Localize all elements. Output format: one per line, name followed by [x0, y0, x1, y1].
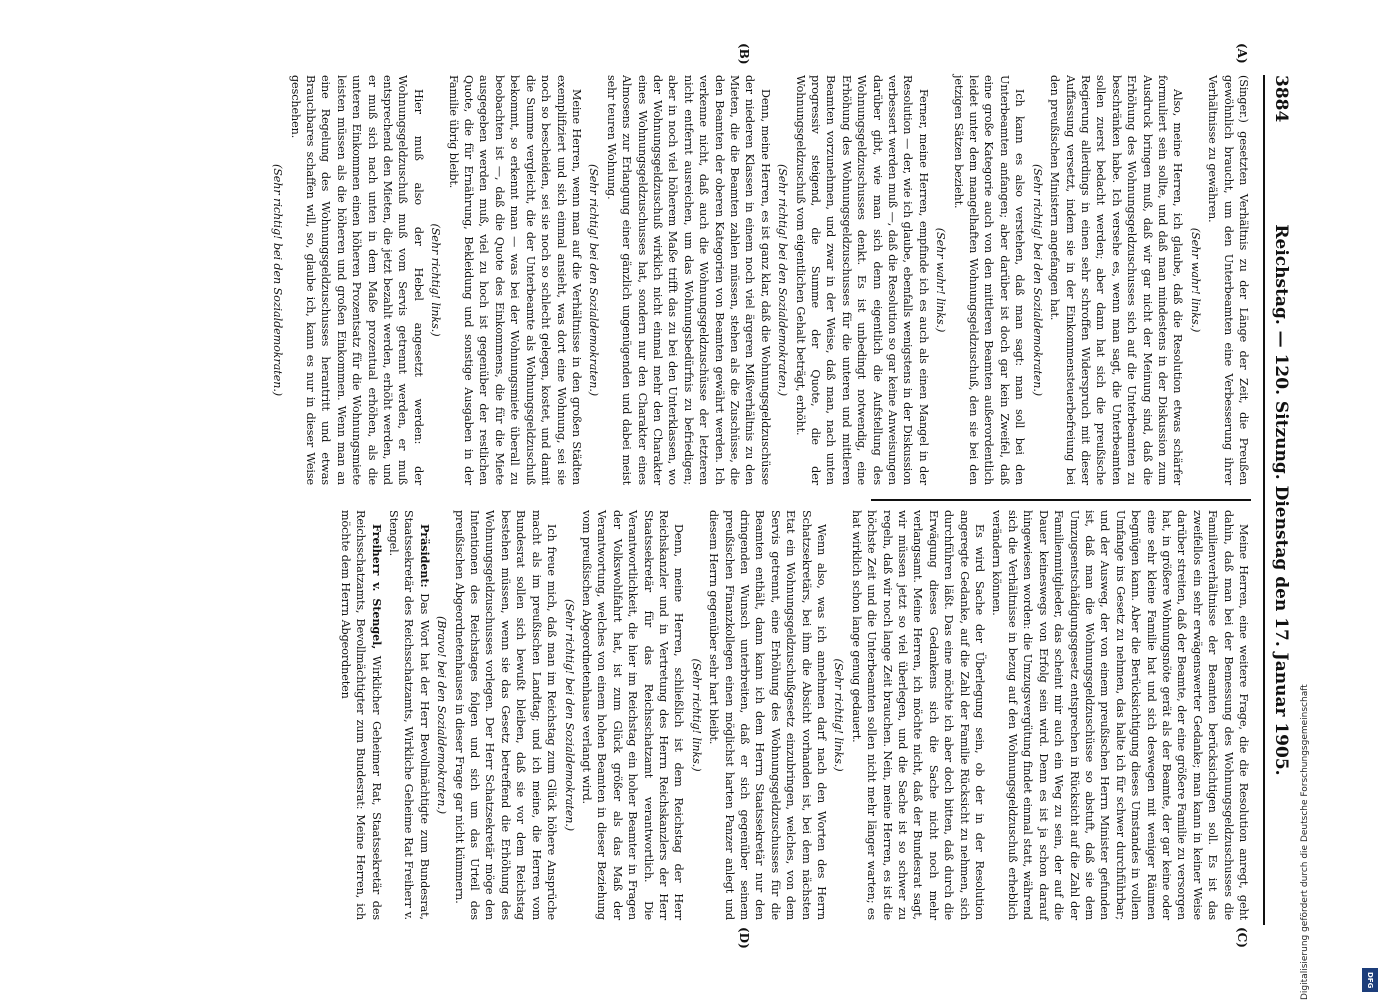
right-text-column	[335, 510, 1251, 920]
speaker-name: Präsident:	[417, 524, 432, 588]
interjection: (Sehr wahr! links.)	[934, 227, 948, 333]
body-paragraph: Wenn also, was ich annehmen darf nach den Worten des Herrn Schatzsekretärs, bei ihm die Absicht vorhanden ist, bei dem nächsten Etat ein Wohnungsgeldzuschußgesetz einzubringen, welches, von dem Servis getrennt, eine Erhöhung des Wohnungsgeldzuschusses für die Beamten enthält, dann kann ich dem Herrn Staatssekretär nur den dringenden Wunsch unterbreiten, daß er sich gegenüber seinem preußischen Finanzkollegen einen möglichst harten Panzer anlegt und diesem Herrn gegenüber sehr hart bleibt.	[707, 510, 829, 920]
speaker-paragraph	[386, 510, 432, 920]
page-header	[1263, 75, 1301, 925]
rotated-page-content	[71, 35, 1311, 965]
interjection: (Sehr richtig! links.)	[429, 223, 443, 337]
interjection: (Sehr richtig! bei den Sozialdemokraten.)	[271, 163, 285, 397]
body-paragraph: Meine Herren, eine weitere Frage, die die Resolution anregt, geht dahin, daß man bei der Bemessung des Wohnungsgeldzuschusses die Familienverhältnisse der Beamten berücksichtigen soll. Es ist das zweifellos ein sehr erwägenswerter Gedanke; man kann in keiner Weise darüber streiten, daß der Beamte, der eine größere Familie zu versorgen hat, in größere Wohnungsnöte gerät als der Beamte, der gar keine oder eine sehr kleine Familie hat und sich deswegen mit weniger Räumen begnügen kann. Aber die Berücksichtigung dieses Umstandes in vollem Umfange ins Gesetz zu nehmen, das halte ich für schwer durchführbar; und der Ausweg, der von einem preußischen Herrn Minister gefunden ist, daß man die Wohnungsgeldzuschüsse so abstuft, daß sie dem Umzugsentschädigungsgesetz entsprechen in Rücksicht auf die Zahl der Familienmitglieder, das scheint mir auch ein Weg zu sein, der auf die Dauer keineswegs von Erfolg sein wird. Denn es ist ja schon darauf hingewiesen worden: die Umzugsvergütung findet einmal statt, während sich die Verhältnisse in bezug auf den Wohnungsgeldzuschuß erheblich verändern können.	[990, 510, 1250, 920]
speaker-paragraph	[337, 510, 383, 920]
body-paragraph: Denn, meine Herren, es ist ganz klar, daß die Wohnungsgeldzuschüsse der niederen Klassen in einem noch viel ärgeren Mißverhältnis zu den Mieten, die die Beamten zahlen müssen, stehen als die Zuschüsse, die den Beamten der oberen Kategorien von Beamten gewährt werden. Ich verkenne nicht, daß auch die Wohnungsgeldzuschüsse der letzteren nicht entfernt ausreichen, um das Wohnungsbedürfnis zu befriedigen; aber in noch viel höherem Maße trifft das zu bei den Unterklassen, wo der Wohnungsgeldzuschuß wirklich nicht einmal mehr den Charakter eines Wohnungsgeldzuschusses hat, sondern nur den Charakter eines Almosens zur Erlangung einer gänzlich ungenügenden und dabei meist sehr teuren Wohnung.	[604, 75, 772, 485]
page-title: Reichstag. — 120. Sitzung. Dienstag den 17. Januar 1905.	[1271, 224, 1291, 776]
dfg-logo: DFG	[1362, 968, 1378, 992]
speaker-text: Das Wort hat der Herr Bevollmächtigte zum Bundesrat, Staatssekretär des Reichsschatzamts, Wirkliche Geheime Rat Freiherr v. Stengel.	[387, 510, 431, 920]
interjection: (Bravo! bei den Sozialdemokraten.)	[435, 615, 449, 815]
speaker-name: Freiherr v. Stengel,	[369, 524, 384, 650]
body-paragraph: Hier muß also der Hebel angesetzt werden: der Wohnungsgeldzuschuß muß vom Servis getrennt werden, er muß entsprechend den Mieten, die jetzt bezahlt werden, erhöht werden, und er muß sich nach unten in dem Maße prozentual erhöhen, als die unteren Einkommen einen höheren Prozentsatz für die Wohnungsmiete leisten müssen als die höheren und großen Einkommen. Wenn man an eine Regelung des Wohnungsgeldzuschusses herantritt und etwas Brauchbares schaffen will, so, glaube ich, kann es nur in dieser Weise geschehen.	[288, 75, 425, 485]
body-paragraph: Ich kann es also verstehen, daß man sagt: man soll bei den Unterbeamten anfangen; aber darüber ist doch gar kein Zweifel, daß eine große Kategorie auch von den mittleren Beamten außerordentlich leidet unter dem mangelhaften Wohnungsgeldzuschuß, den sie bei den jetzigen Sätzen bezieht.	[951, 75, 1027, 485]
interjection: (Sehr wahr! links.)	[1188, 227, 1202, 333]
interjection: (Sehr richtig! bei den Sozialdemokraten.)	[776, 163, 790, 397]
interjection: (Sehr richtig! bei den Sozialdemokraten.)	[562, 598, 576, 832]
left-text-column	[268, 75, 1251, 485]
funding-note: Digitalisierung gefördert durch die Deutsche Forschungsgemeinschaft	[1300, 684, 1310, 1000]
column-divider	[871, 499, 1251, 501]
body-paragraph: Es wird Sache der Überlegung sein, ob der in der Resolution angeregte Gedanke, auf die Zahl der Familie Rücksicht zu nehmen, sich durchführen läßt. Das eine möchte ich aber doch bitten, daß durch die Erwägung dieses Gedankens sich die Sache nicht noch mehr verlangsamt. Meine Herren, ich möchte nicht, daß der Bundesrat sagt, wir müssen jetzt so viel überlegen, und die Sache ist so schwer zu regeln, daß wir noch lange Zeit brauchen. Nein, meine Herren, es ist die höchste Zeit und die Unterbeamten sollen nicht mehr länger warten; es hat wirklich schon lange genug gedauert.	[849, 510, 987, 920]
interjection: (Sehr richtig! links.)	[689, 658, 703, 772]
body-paragraph: Denn, meine Herren, schließlich ist dem Reichstag der Herr Reichskanzler und in Vertretung des Herrn Reichskanzlers der Herr Staatssekretär für das Reichsschatzamt verantwortlich. Die Verantwortlichkeit, die hier im Reichstag ein hoher Beamter in Fragen der Volkswohlfahrt hat, ist zum Glück größer als das Maß der Verantwortung, welches von einem hohen Beamten in dieser Beziehung vom preußischen Abgeordnetenhause verlangt wird.	[579, 510, 686, 920]
body-paragraph: Also, meine Herren, ich glaube, daß die Resolution etwas schärfer formuliert sein sollte, und daß man mindestens in der Diskussion zum Ausdruck bringen muß, daß wir gar nicht der Meinung sind, daß die Erhöhung des Wohnungsgeldzuschusses sich auf die Unterbeamten zu beschränken habe. Ich versehe es, wenn man sagt, die Unterbeamten sollen zuerst bedacht werden; aber dann hat sich die preußische Regierung allerdings in einen sehr schroffen Widerspruch mit dieser Auffassung versetzt, indem sie in der Einkommensteuerbefreiung bei den preußischen Ministern angefangen hat.	[1048, 75, 1185, 485]
body-paragraph: (Singer.) gesetzten Verhältnis zu der Länge der Zeit, die Preußen gewöhnlich braucht, um den Unterbeamten eine Verbesserung ihrer Verhältnisse zu gewähren.	[1206, 75, 1250, 485]
interjection: (Sehr richtig! bei den Sozialdemokraten.)	[587, 163, 601, 397]
body-paragraph: Meine Herren, wenn man auf die Verhältnisse in den großen Städten exemplifiziert und sich einmal ansieht, was dort eine Wohnung, sei sie noch so bescheiden, sei sie noch so schlecht gelegen, kostet, und damit die Summe vergleicht, die der Unterbeamte als Wohnungsgeldzuschuß bekommt, so erkennt man — was bei der Wohnungsmiete überall zu beobachten ist —, daß die Quote des Einkommens, die für die Miete ausgegeben werden muß, viel zu hoch ist gegenüber der restlichen Quote, die für Ernährung, Bekleidung und sonstige Ausgaben in der Familie übrig bleibt.	[446, 75, 583, 485]
margin-marker-a: (A)	[1235, 43, 1249, 64]
margin-marker-b: (B)	[737, 43, 751, 65]
interjection: (Sehr richtig! links.)	[832, 658, 846, 772]
margin-marker-c: (C)	[1235, 927, 1249, 948]
speaker-text: Wirklicher Geheimer Rat, Staatssekretär des Reichsschatzamts, Bevollmächtigter zum Bundesrat: Meine Herren, ich möchte dem Herrn Abgeordneten	[338, 510, 383, 920]
page-number: 3884	[1271, 75, 1291, 123]
interjection: (Sehr richtig! bei den Sozialdemokraten.)	[1030, 163, 1044, 397]
body-paragraph: Ferner, meine Herren, empfinde ich es auch als einen Mangel in der Resolution — der, wie ich glaube, ebenfalls wenigstens in der Diskussion verbessert werden muß —, daß die Resolution so gar keine Anweisungen darüber gibt, wie man sich denn eigentlich die Aufstellung des Wohnungsgeldzuschusses denkt. Es ist unbedingt notwendig, eine Erhöhung des Wohnungsgeldzuschusses für die unteren und mittleren Beamten vorzunehmen, und zwar in der Weise, daß man, nach unten progressiv steigend, die Summe der Quote, die der Wohnungsgeldzuschuß vom eigentlichen Gehalt beträgt, erhöht.	[793, 75, 930, 485]
body-paragraph: Ich freue mich, daß man im Reichstag zum Glück höhere Ansprüche macht als im preußischen Landtag; und ich meine, die Herren vom Bundesrat sollen sich bewußt bleiben, daß sie vor dem Reichstag bestehen müssen, wenn sie das Gesetz betreffend die Erhöhung des Wohnungsgeldzuschusses vorlegen. Der Herr Schatzsekretär möge den Intentionen des Reichstages folgen und sich um das Urteil des preußischen Abgeordnetenhauses in dieser Frage gar nicht kümmern.	[452, 510, 559, 920]
margin-marker-d: (D)	[737, 927, 751, 949]
